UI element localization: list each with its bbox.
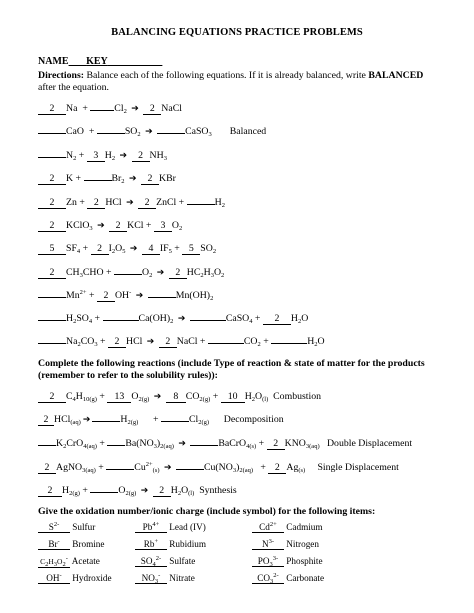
equation-6: 2 KClO$_3$ ➔ 2 KCl + 3 $O_2$ xyxy=(38,220,182,232)
name-row xyxy=(38,56,162,67)
equation-5: 2 Zn + 2 HCl ➔ 2 ZnCl + $H_2$ xyxy=(38,197,225,209)
reaction-type-single-displacement: Single Displacement xyxy=(317,462,399,473)
ion-phosphite: $PO_3^{3-}$ Phosphite xyxy=(252,556,323,567)
equation-10: $H_2SO_4 + Ca(OH)_2$ ➔ CaSO$_4$ + 2 $H_2O$ xyxy=(38,313,308,325)
equation-13: 2 HCl$_{(aq)}$ ➔ $H_{2(g)}$ + $Cl_{2(g)}$ Decomposition xyxy=(38,414,284,426)
ion-nitrogen: $N^{3-}$ Nitrogen xyxy=(252,539,319,550)
directions-label: Directions: xyxy=(38,70,85,81)
ion-bromine: Br- Bromine xyxy=(38,539,104,550)
page-title: BALANCING EQUATIONS PRACTICE PROBLEMS xyxy=(111,27,363,38)
reaction-type-decomposition: Decomposition xyxy=(223,414,284,425)
ion-sulfur: $S^{2-}$ Sulfur xyxy=(38,522,95,533)
equation-8: 2 $CH_3CHO + O_2$ ➔ 2 $HC_2H_3O_2$ xyxy=(38,267,224,279)
ion-acetate: $C_2H_3O_2^-$ Acetate xyxy=(38,556,100,568)
ion-cadmium: $Cd^{2+}$ Cadmium xyxy=(252,522,323,533)
reaction-type-combustion: Combustion xyxy=(273,391,322,402)
directions xyxy=(38,70,438,94)
equation-3: $N_2 + 3$ $H_2$ ➔ 2 $NH_3$ xyxy=(38,150,167,162)
reaction-type-double-displacement: Double Displacement xyxy=(326,438,413,449)
equation-7: 5 $SF_4 + 2$ $I_2O_5$ ➔ 4 $IF_5 + 5$ $SO_2$ xyxy=(38,243,216,255)
ion-hydroxide: OH- Hydroxide xyxy=(38,573,112,584)
name-value: KEY xyxy=(86,56,108,67)
equation-12: 2 $C_4H_{10(g)} + 13$ $O_{2(g)}$ ➔ 8 $CO_{2(g)} + 10$ $H_2O_{(l)}$ Combustion xyxy=(38,391,321,403)
equation-16: 2 $H_{2(g)} + O_{2(g)}$ ➔ 2 $H_2O_{(l)}$ Synthesis xyxy=(38,485,237,497)
name-label: NAME xyxy=(38,56,69,67)
ion-lead: $Pb^{4+}$ Lead (IV) xyxy=(135,522,206,533)
directions-bold: BALANCED xyxy=(368,70,424,81)
equation-14: $K_2CrO_{4(aq)} + Ba(NO_3)_{2(aq)}$ ➔ BaCrO$_{4(s)}$ + 2 $KNO_{3(aq)}$ Double Displacement xyxy=(38,438,412,450)
balanced-note: Balanced xyxy=(229,126,267,137)
equation-9: $Mn^{2+} + 2$ OH- ➔ $Mn(OH)_2$ xyxy=(38,290,213,302)
ion-carbonate: $CO_3^{2-}$ Carbonate xyxy=(252,573,324,584)
directions-tail: after the equation. xyxy=(38,82,109,93)
reaction-type-synthesis: Synthesis xyxy=(199,485,237,496)
section-oxidation-heading: Give the oxidation number/ionic charge (include symbol) for the following items: xyxy=(38,506,376,517)
equation-1: 2 $Na + Cl_2$ ➔ 2 NaCl xyxy=(38,103,182,115)
ion-sulfate: $SO_4^{2-}$ Sulfate xyxy=(135,556,195,567)
equation-11: $Na_2CO_3 + 2$ HCl ➔ 2 NaCl + $CO_2 + H_2O$ xyxy=(38,336,325,348)
equation-4: 2 $K + Br_2$ ➔ 2 KBr xyxy=(38,173,176,185)
equation-2: CaO + $SO_2$ ➔ CaSO$_3$ Balanced xyxy=(38,126,266,137)
equation-15: 2 AgNO$_{3(aq)}$ + $Cu^{2+}_{(s)}$ ➔ $Cu(NO_3)_{2(aq)} + 2$ $Ag_{(s)}$ Single Displacement xyxy=(38,462,399,474)
ion-rubidium: Rb+ Rubidium xyxy=(135,539,206,550)
section-complete-reactions-heading: Complete the following reactions (include Type of reaction & state of matter for the products (remember to refer to the solubility rules)): xyxy=(38,358,425,381)
ion-nitrate: $NO_3^-$ Nitrate xyxy=(135,573,195,584)
directions-text: Balance each of the following equations. If it is already balanced, write xyxy=(84,70,369,81)
